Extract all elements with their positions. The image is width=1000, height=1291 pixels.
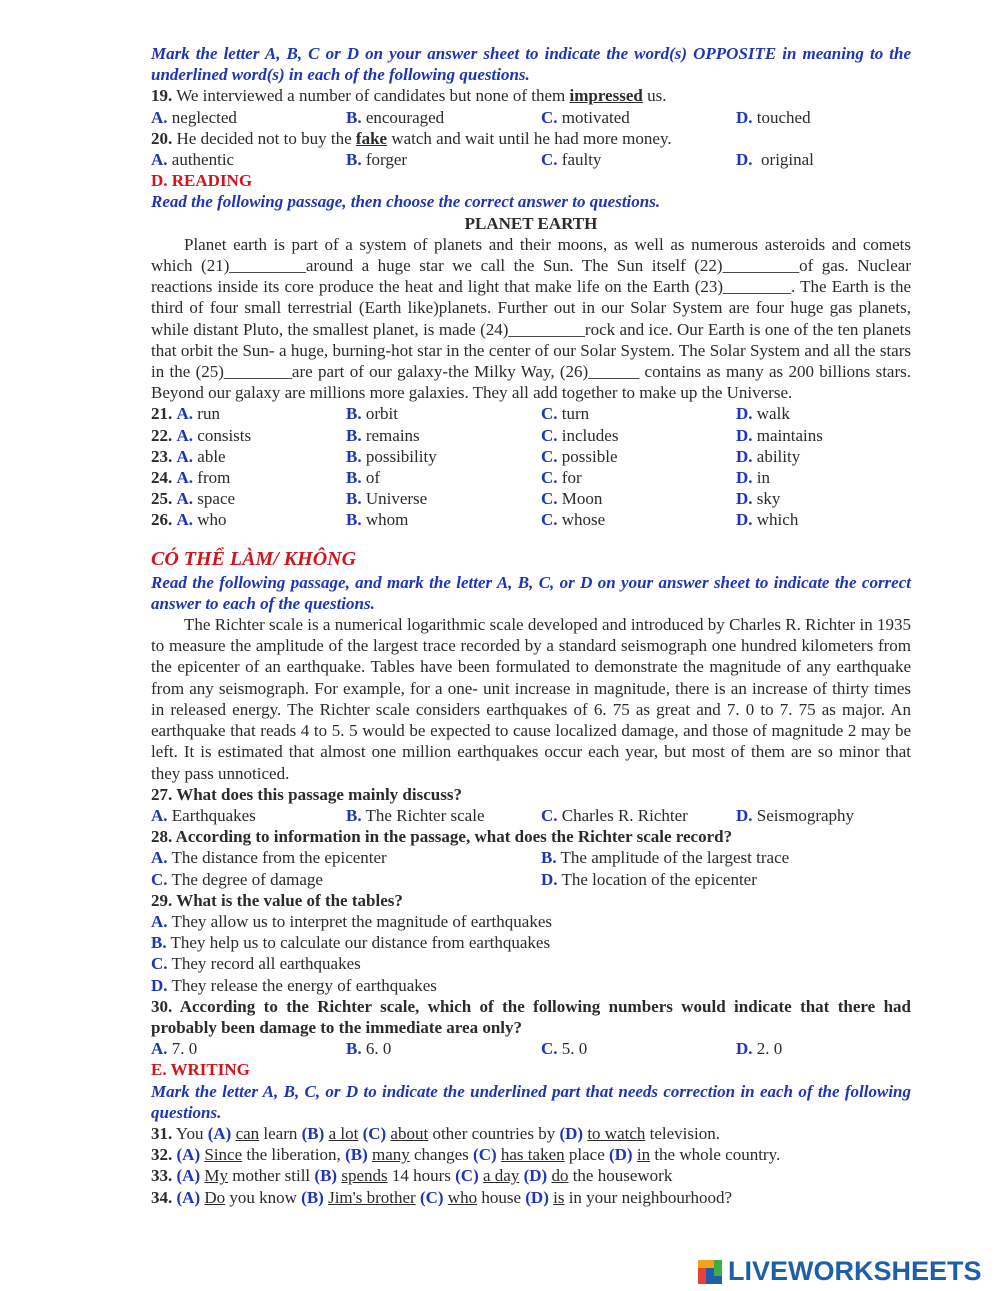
option-b[interactable]: B. 6. 0 xyxy=(346,1039,392,1059)
question-25 xyxy=(151,488,911,509)
marker-c[interactable]: (C) xyxy=(455,1166,479,1186)
section-heading-writing: E. WRITING xyxy=(151,1060,250,1080)
question-28: 28. According to information in the passage, what does the Richter scale record? xyxy=(151,827,733,847)
options-28-row1 xyxy=(151,847,911,868)
option-a[interactable]: 25. A. space xyxy=(151,489,236,509)
option-a[interactable]: A. 7. 0 xyxy=(151,1039,198,1059)
option-b[interactable]: B. forger xyxy=(346,150,408,170)
underlined-word: impressed xyxy=(569,86,643,106)
option-c[interactable]: C. faulty xyxy=(541,150,602,170)
marker-a[interactable]: (A) xyxy=(176,1166,201,1186)
option-b[interactable]: B. possibility xyxy=(346,446,437,466)
option-a[interactable]: A. The distance from the epicenter xyxy=(151,848,387,868)
option-d[interactable]: D. 2. 0 xyxy=(736,1039,783,1059)
option-d[interactable]: D. They release the energy of earthquakes xyxy=(151,975,437,995)
underlined-word: fake xyxy=(355,128,388,148)
option-c[interactable]: C. The degree of damage xyxy=(151,869,323,889)
instruction-opposite: Mark the letter A, B, C or D on your answer sheet to indicate the word(s) OPPOSITE in meaning to the underlined word(s) in each of the following questions. xyxy=(151,44,911,85)
worksheet-page xyxy=(151,43,911,1208)
option-d[interactable]: D. walk xyxy=(736,404,790,424)
marker-d[interactable]: (D) xyxy=(559,1123,584,1143)
question-21 xyxy=(151,403,911,424)
brand-name: LIVEWORKSHEETS xyxy=(728,1256,982,1287)
option-b[interactable]: B. of xyxy=(346,468,381,488)
option-a[interactable]: 21. A. run xyxy=(151,404,220,424)
marker-c[interactable]: (C) xyxy=(419,1187,444,1207)
option-c[interactable]: C. possible xyxy=(541,446,618,466)
question-30: 30. According to the Richter scale, which of the following numbers would indicate that there had probably been damage to the immediate area only? xyxy=(151,996,911,1037)
option-c[interactable]: C. They record all earthquakes xyxy=(151,954,361,974)
option-b[interactable]: B. The Richter scale xyxy=(346,805,485,825)
question-22 xyxy=(151,425,911,446)
option-a[interactable]: A. They allow us to interpret the magnitude of earthquakes xyxy=(151,911,552,931)
marker-c[interactable]: (C) xyxy=(362,1123,387,1143)
options-28-row2 xyxy=(151,869,911,890)
option-d[interactable]: D. touched xyxy=(736,107,811,127)
option-d[interactable]: D. ability xyxy=(736,446,801,466)
passage-richter: The Richter scale is a numerical logarithmic scale developed and introduced by Charles R. Richter in 1935 to measure the amplitude of the largest trace recorded by a standard seismograph one hundred kilometers from the epicenter of an earthquake. Tables have been formulated to demonstrate the magnitude of any earthquake from any seismograph. For example, for a one- unit increase in magnitude, there is an increase of thirty times in released energy. The Richter scale considers earthquakes of 6. 75 as great and 7. 0 to 7. 75 as major. An earthquake that reads 4 to 5. 5 would be expected to cause localized damage, and those of magnitude 2 may be left. It is estimated that almost one million earthquakes occur each year, but most of them are so minor that they pass unnoticed. xyxy=(151,615,911,783)
marker-a[interactable]: (A) xyxy=(207,1123,232,1143)
options-27 xyxy=(151,805,911,826)
option-d[interactable]: D. in xyxy=(736,468,771,488)
liveworksheets-icon xyxy=(698,1260,724,1284)
option-a[interactable]: 23. A. able xyxy=(151,446,226,466)
option-b[interactable]: B. Universe xyxy=(346,489,428,509)
option-c[interactable]: C. whose xyxy=(541,510,606,530)
question-23 xyxy=(151,446,911,467)
instruction-writing: Mark the letter A, B, C, or D to indicate the underlined part that needs correction in each of the following questions. xyxy=(151,1081,911,1122)
option-b[interactable]: B. orbit xyxy=(346,404,398,424)
question-29: 29. What is the value of the tables? xyxy=(151,890,403,910)
question-20: 20. He decided not to buy the fake watch and wait until he had more money. xyxy=(151,128,672,148)
liveworksheets-logo[interactable] xyxy=(698,1258,982,1286)
option-c[interactable]: C. turn xyxy=(541,404,590,424)
option-c[interactable]: C. 5. 0 xyxy=(541,1039,588,1059)
option-b[interactable]: B. remains xyxy=(346,425,420,445)
option-a[interactable]: 22. A. consists xyxy=(151,425,252,445)
options-19 xyxy=(151,107,911,128)
options-30 xyxy=(151,1038,911,1059)
marker-d[interactable]: (D) xyxy=(608,1145,633,1165)
question-34: 34. (A) Do you know (B) Jim's brother (C) who house (D) is in your neighbourhood? xyxy=(151,1187,733,1207)
option-d[interactable]: D. original xyxy=(736,150,814,170)
option-d[interactable]: D. which xyxy=(736,510,799,530)
passage-planet-earth: Planet earth is part of a system of planets and their moons, as well as numerous asteroids and comets which (21)_________around a huge star we call the Sun. The Sun itself (22)_________of gas. Nuclear reactions inside its core produce the heat and light that make life on the Earth (23)________. The Earth is the third of four small terrestrial (Earth like)planets. Further out in our Solar System are four huge gas planets, while distant Pluto, the smallest planet, is made (24)_________rock and ice. Our Earth is one of the ten planets that orbit the Sun- a huge, burning-hot star in the center of our Solar System. The Solar System and all the stars in the (25)________are part of our galaxy-the Milky Way, (26)______ contains as many as 200 billions stars. Beyond our galaxy are millions more galaxies. They all add together to make up the Universe. xyxy=(151,234,911,403)
marker-b[interactable]: (B) xyxy=(301,1123,325,1143)
option-a[interactable]: A. authentic xyxy=(151,150,235,170)
option-c[interactable]: C. Moon xyxy=(541,489,603,509)
option-c[interactable]: C. for xyxy=(541,468,582,488)
question-26 xyxy=(151,509,911,530)
question-24 xyxy=(151,467,911,488)
option-d[interactable]: D. sky xyxy=(736,489,781,509)
instruction-reading: Read the following passage, then choose the correct answer to questions. xyxy=(151,192,661,212)
passage-title: PLANET EARTH xyxy=(464,213,598,233)
option-d[interactable]: D. The location of the epicenter xyxy=(541,869,757,889)
question-27: 27. What does this passage mainly discuss? xyxy=(151,784,462,804)
marker-a[interactable]: (A) xyxy=(176,1145,201,1165)
marker-a[interactable]: (A) xyxy=(176,1187,201,1207)
option-d[interactable]: D. maintains xyxy=(736,425,823,445)
option-a[interactable]: 26. A. who xyxy=(151,510,227,530)
question-32: 32. (A) Since the liberation, (B) many changes (C) has taken place (D) in the whole country. xyxy=(151,1145,781,1165)
marker-d[interactable]: (D) xyxy=(523,1166,548,1186)
option-b[interactable]: B. They help us to calculate our distance from earthquakes xyxy=(151,933,551,953)
question-31: 31. You (A) can learn (B) a lot (C) about other countries by (D) to watch television. xyxy=(151,1123,720,1143)
option-d[interactable]: D. Seismography xyxy=(736,805,855,825)
reading-questions xyxy=(151,403,911,530)
section-heading-reading: D. READING xyxy=(151,171,253,191)
option-c[interactable]: C. includes xyxy=(541,425,619,445)
marker-b[interactable]: (B) xyxy=(301,1187,324,1207)
marker-b[interactable]: (B) xyxy=(345,1145,368,1165)
marker-c[interactable]: (C) xyxy=(473,1145,497,1165)
option-c[interactable]: C. motivated xyxy=(541,107,630,127)
option-a[interactable]: 24. A. from xyxy=(151,468,231,488)
option-a[interactable]: A. neglected xyxy=(151,107,237,127)
marker-d[interactable]: (D) xyxy=(525,1187,549,1207)
option-b[interactable]: B. whom xyxy=(346,510,409,530)
option-b[interactable]: B. encouraged xyxy=(346,107,445,127)
section-heading-optional: CÓ THỂ LÀM/ KHÔNG xyxy=(151,547,357,570)
question-19: 19. We interviewed a number of candidates but none of them impressed us. xyxy=(151,86,667,106)
instruction-richter: Read the following passage, and mark the letter A, B, C, or D on your answer sheet to indicate the correct answer to each of the questions. xyxy=(151,572,911,613)
options-20 xyxy=(151,149,911,170)
option-c[interactable]: C. Charles R. Richter xyxy=(541,805,688,825)
option-a[interactable]: A. Earthquakes xyxy=(151,805,256,825)
option-b[interactable]: B. The amplitude of the largest trace xyxy=(541,848,790,868)
question-33: 33. (A) My mother still (B) spends 14 hours (C) a day (D) do the housework xyxy=(151,1166,673,1186)
marker-b[interactable]: (B) xyxy=(314,1166,338,1186)
